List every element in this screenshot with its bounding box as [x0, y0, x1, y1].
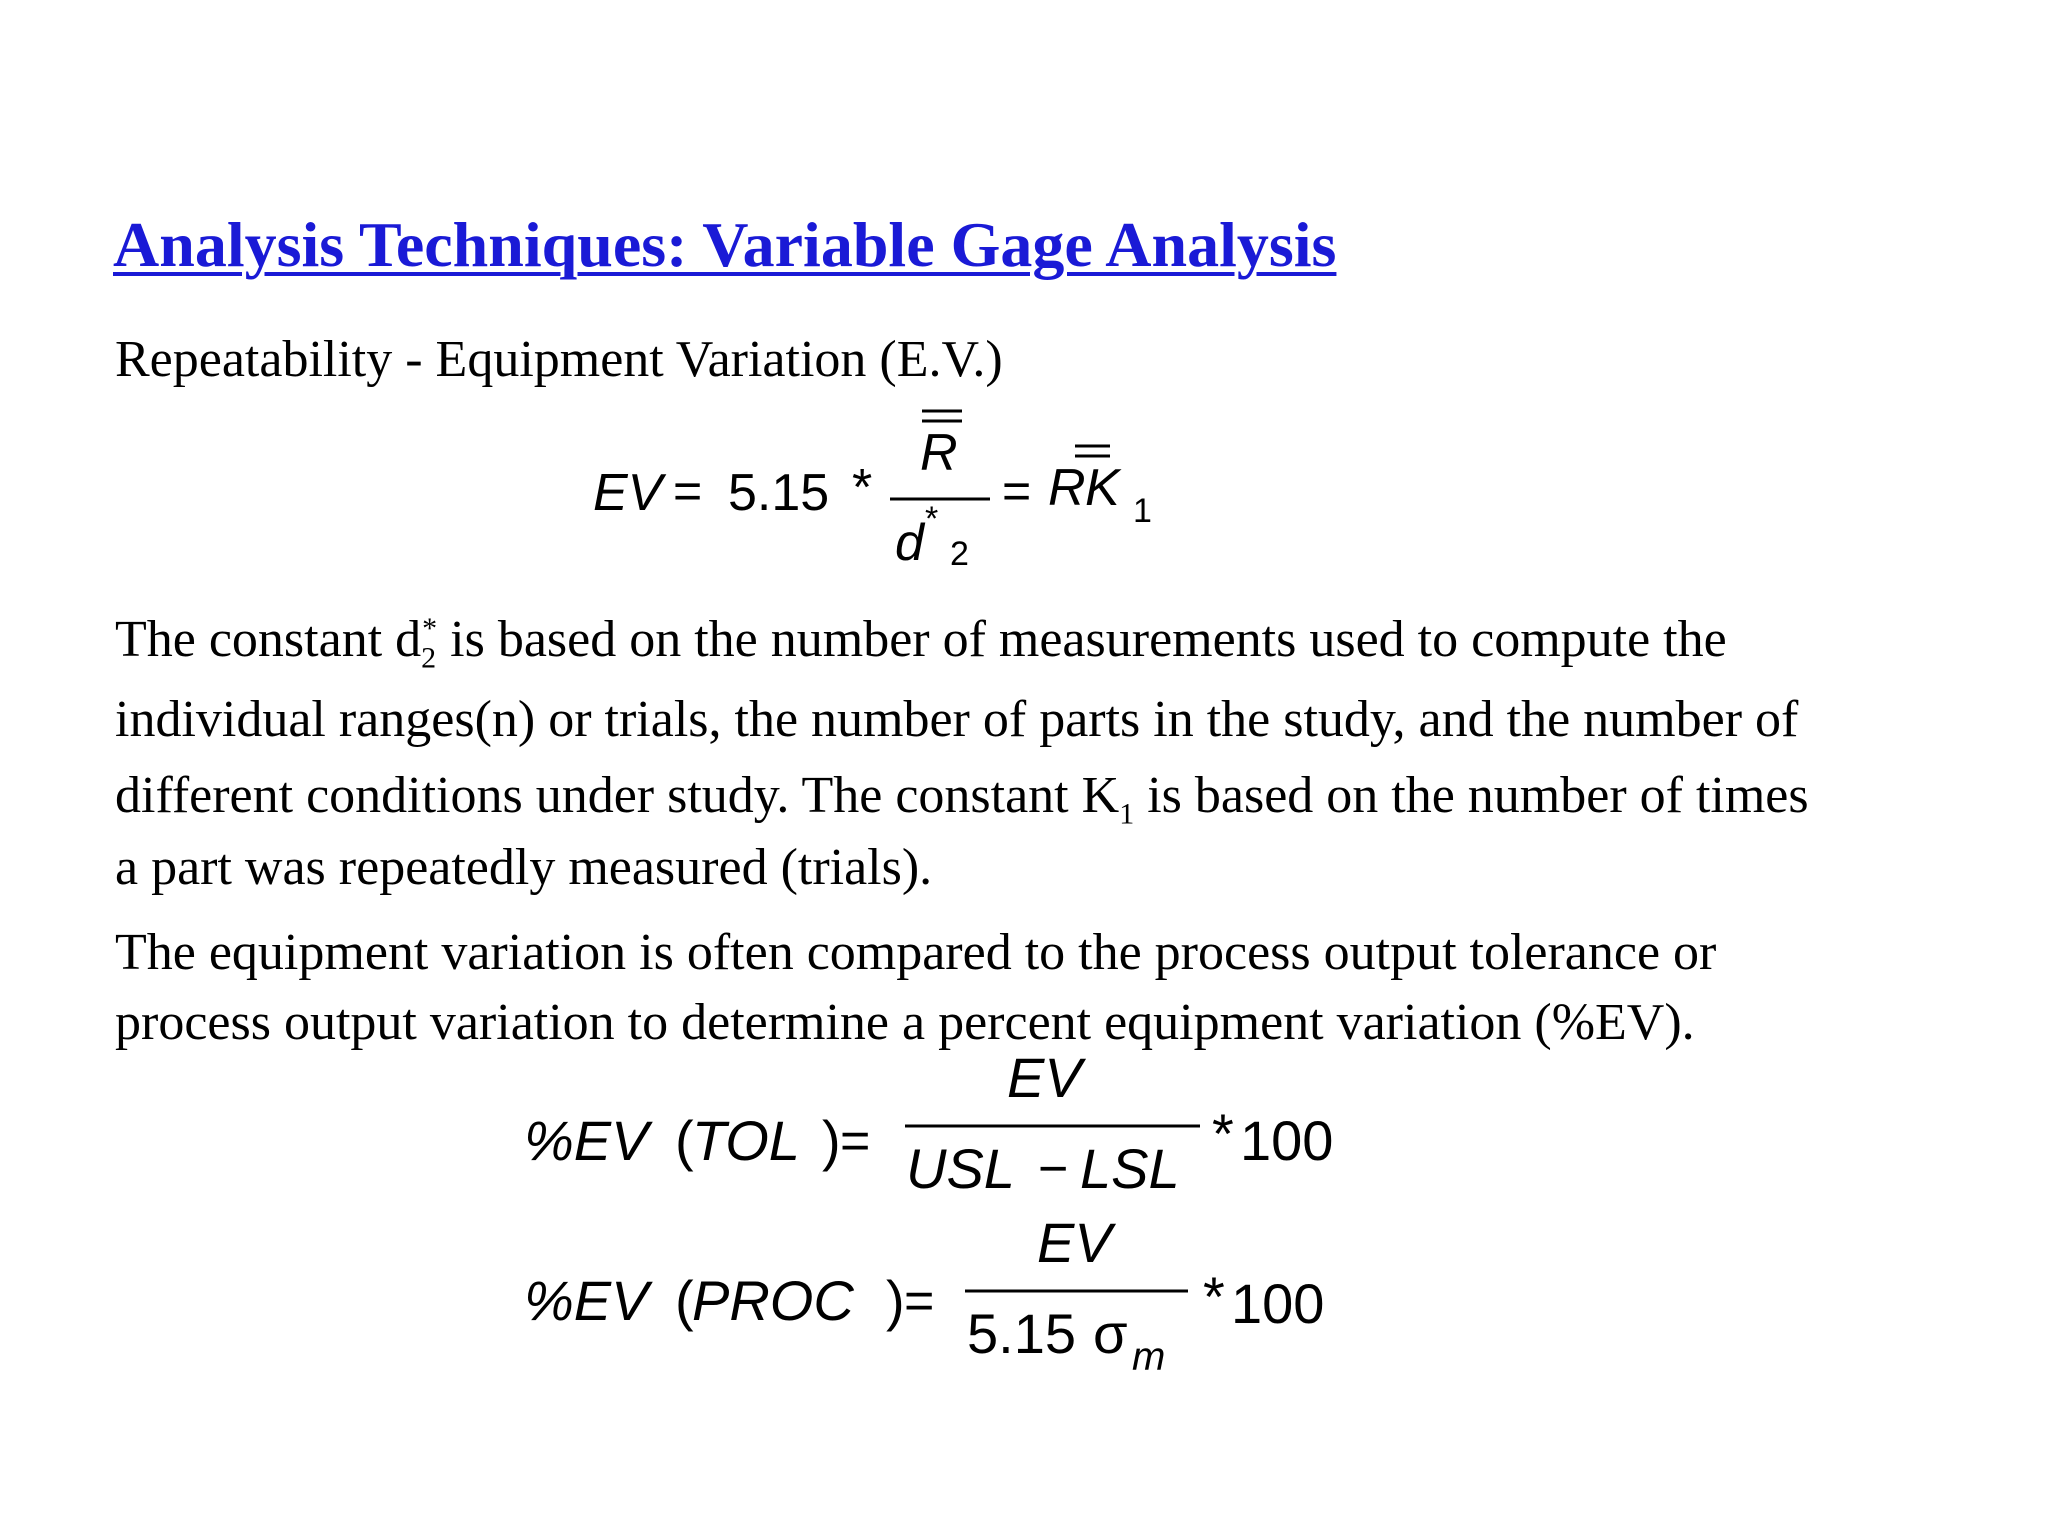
- text-segment: The constant d: [115, 611, 422, 668]
- paragraph-comparison-line-2: process output variation to determine a percent equipment variation (%EV).: [115, 994, 1695, 1051]
- formula-tol-paren-close: ): [822, 1109, 841, 1172]
- formula-ev-constant: 5.15: [728, 464, 830, 522]
- formula-proc-den-sub: m: [1132, 1335, 1166, 1379]
- text-segment: is based on the number of measurements used to compute the: [437, 611, 1727, 668]
- paragraph-constants: [115, 600, 2015, 904]
- formula-tol-den-lsl: LSL: [1080, 1137, 1180, 1200]
- formula-proc-den-sigma: σ: [1093, 1302, 1128, 1365]
- formula-tol-factor: 100: [1240, 1109, 1334, 1172]
- formula-tol-times: *: [1212, 1102, 1234, 1165]
- formula-proc-equals: =: [904, 1272, 935, 1330]
- superscript-star: *: [422, 611, 438, 645]
- slide-title: Analysis Techniques: Variable Gage Analysis: [113, 209, 1337, 280]
- formula-ev-times: *: [852, 459, 873, 517]
- formula-proc-lhs: %EV: [524, 1269, 649, 1332]
- subscript-1: 1: [1119, 797, 1135, 831]
- formula-ev-k: K: [1085, 459, 1120, 517]
- paragraph-comparison: [115, 918, 2015, 1058]
- formula-ev-lhs: EV: [593, 464, 663, 522]
- formula-ev-r: R: [1048, 459, 1086, 517]
- paragraph-constants-line-3: [115, 760, 2015, 832]
- formula-tol-lhs: %EV: [524, 1109, 649, 1172]
- formula-ev-numerator: R: [920, 424, 958, 482]
- formula-proc-factor: 100: [1231, 1272, 1325, 1335]
- formula-tol-den-minus: −: [1038, 1140, 1069, 1198]
- formula-ev-equals-2: =: [1002, 463, 1032, 519]
- text-segment: is based on the number of times: [1134, 767, 1809, 824]
- subscript-2: 2: [421, 641, 437, 675]
- formula-ev-equals: =: [673, 463, 703, 519]
- formula-tol-equals: =: [840, 1112, 871, 1170]
- formula-ev-denominator-d: d: [895, 514, 924, 572]
- formula-ev-k-sub: 1: [1133, 492, 1152, 530]
- formula-ev-denominator-sub: 2: [950, 535, 969, 573]
- formula-tol-arg: TOL: [692, 1109, 800, 1172]
- paragraph-constants-line-2: individual ranges(n) or trials, the number of parts in the study, and the number of: [115, 691, 1799, 748]
- formula-percent-ev-process: [520, 1210, 1370, 1390]
- paragraph-comparison-line-1: The equipment variation is often compared to the process output tolerance or: [115, 924, 1717, 981]
- formula-ev-denominator-star: *: [925, 500, 939, 538]
- formula-proc-numerator: EV: [1037, 1211, 1112, 1274]
- formula-tol-paren-open: (: [675, 1109, 694, 1172]
- formula-proc-arg: PROC: [692, 1269, 854, 1332]
- paragraph-constants-line-4: a part was repeatedly measured (trials).: [115, 839, 933, 896]
- formula-equipment-variation: [580, 395, 1200, 585]
- formula-proc-den-const: 5.15: [967, 1302, 1076, 1365]
- section-heading-repeatability: Repeatability - Equipment Variation (E.V.): [115, 331, 1003, 388]
- paragraph-constants-line-1: [115, 600, 2015, 680]
- formula-tol-numerator: EV: [1007, 1046, 1082, 1109]
- formula-tol-den-usl: USL: [906, 1137, 1015, 1200]
- formula-percent-ev-tolerance: [520, 1045, 1370, 1215]
- formula-proc-paren-close: ): [886, 1269, 905, 1332]
- text-segment: different conditions under study. The constant K: [115, 767, 1120, 824]
- formula-proc-paren-open: (: [675, 1269, 694, 1332]
- formula-proc-times: *: [1203, 1265, 1225, 1328]
